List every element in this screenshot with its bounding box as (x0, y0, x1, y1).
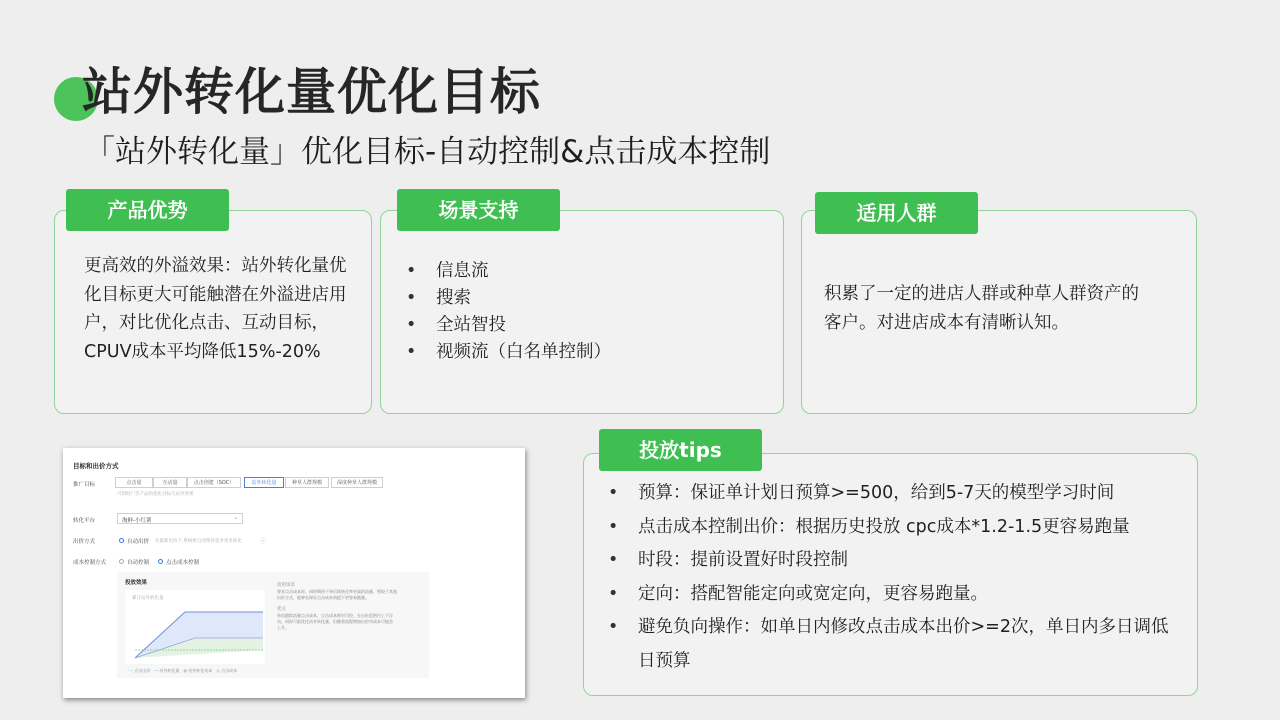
side-text: 动，同时可最优化站外转化量，但随着流程增加出价对成本可能会 (277, 619, 393, 624)
section-title: 目标和出价方式 (73, 462, 119, 470)
goal-option-selected[interactable]: 站外转化量 (244, 477, 284, 488)
goal-hint: 可同时广告产品的优化目标与站外效果 (117, 492, 194, 497)
page-subtitle: 「站外转化量」优化目标-自动控制&点击成本控制 (84, 134, 771, 170)
goal-option[interactable]: 点击量 (115, 477, 153, 488)
legend-item: ■ 点击成本 (216, 668, 238, 673)
legend-item: ■ 站外转化成本 (183, 668, 213, 673)
audience-text: 积累了一定的进店人群或种草人群资产的客户。对进店成本有清晰认知。 (824, 284, 1139, 333)
goal-option[interactable]: 种草人群规模 (285, 477, 329, 488)
side-text: 单次跟踪流量点击成本，点击成本相对可控。在出价范围内上下浮 (277, 613, 393, 618)
side-title: 优点 (277, 607, 286, 612)
platform-value: 淘鲜-小红薯 (122, 518, 152, 524)
legend-item: — 点击出价 (129, 668, 151, 673)
goal-option[interactable]: 互动量 (153, 477, 187, 488)
platform-label: 转化平台 (73, 518, 96, 524)
side-text: 上升。 (277, 625, 289, 630)
bid-label: 出价方式 (73, 539, 96, 545)
scenes-tag: 场景支持 (397, 189, 560, 231)
side-text: 出价方式，能够在保证点击成本前提下更容易跑量。 (277, 595, 369, 600)
advantage-tag: 产品优势 (66, 189, 229, 231)
cost-radio[interactable] (119, 559, 124, 564)
effect-chart-svg (125, 590, 265, 664)
bid-option: 自动出价 (127, 539, 150, 545)
scenes-list (406, 258, 766, 366)
platform-select[interactable] (117, 513, 243, 524)
goal-option[interactable]: 深度种草人群规模 (331, 477, 383, 488)
cost-radio-selected[interactable] (158, 559, 163, 564)
legend-item: — 站外转化量 (154, 668, 180, 673)
bid-radio[interactable] (119, 538, 124, 543)
effect-chart (125, 590, 265, 664)
goal-option[interactable]: 点击创建（SOC） (187, 477, 241, 488)
scene-item: • 信息流 (406, 258, 766, 285)
effect-legend (129, 668, 237, 674)
cost-option: 自动控制 (127, 560, 150, 566)
tips-list (608, 477, 1178, 678)
cost-option: 点击成本控制 (166, 560, 200, 566)
tip-item: • 点击成本控制出价：根据历史投放 cpc成本*1.2-1.5更容易跑量 (608, 511, 1178, 545)
settings-screenshot (63, 448, 525, 698)
advantage-text: 更高效的外溢效果：站外转化量优化目标更大可能触潜在外溢进店用户，对比优化点击、互动目标，CPUV成本平均降低15%-20% (84, 256, 347, 362)
chevron-down-icon: ⌄ (233, 515, 238, 521)
cost-label: 成本控制方式 (73, 560, 107, 566)
effect-title: 投放效果 (125, 580, 148, 586)
tip-item: • 预算：保证单计划日预算>=500，给到5-7天的模型学习时间 (608, 477, 1178, 511)
scene-item: • 全站智投 (406, 312, 766, 339)
page-title: 站外转化量优化目标 (82, 63, 541, 121)
audience-tag: 适用人群 (815, 192, 978, 234)
tip-item: • 定向：搭配智能定向或宽定向，更容易跑量。 (608, 578, 1178, 612)
scene-item: • 搜索 (406, 285, 766, 312)
goal-label: 推广目标 (73, 482, 96, 488)
bid-hint: 在最新出价下,系统将自动帮你竞争更多转化 (155, 538, 242, 544)
tips-tag: 投放tips (599, 429, 762, 471)
tip-item: • 时段：提前设置好时段控制 (608, 544, 1178, 578)
effect-panel (117, 572, 429, 678)
scene-item: • 视频流（白名单控制） (406, 339, 766, 366)
side-title: 适用场景 (277, 583, 295, 588)
chart-hint: 累计站外转化量 (132, 596, 164, 601)
tip-item: • 避免负向操作：如单日内修改点击成本出价>=2次，单日内多日调低日预算 (608, 611, 1178, 678)
side-text: 要求点击成本时，同时期待下单后续转化率更高的流量，相较于其他 (277, 589, 397, 594)
info-icon: ⓘ (260, 538, 267, 545)
